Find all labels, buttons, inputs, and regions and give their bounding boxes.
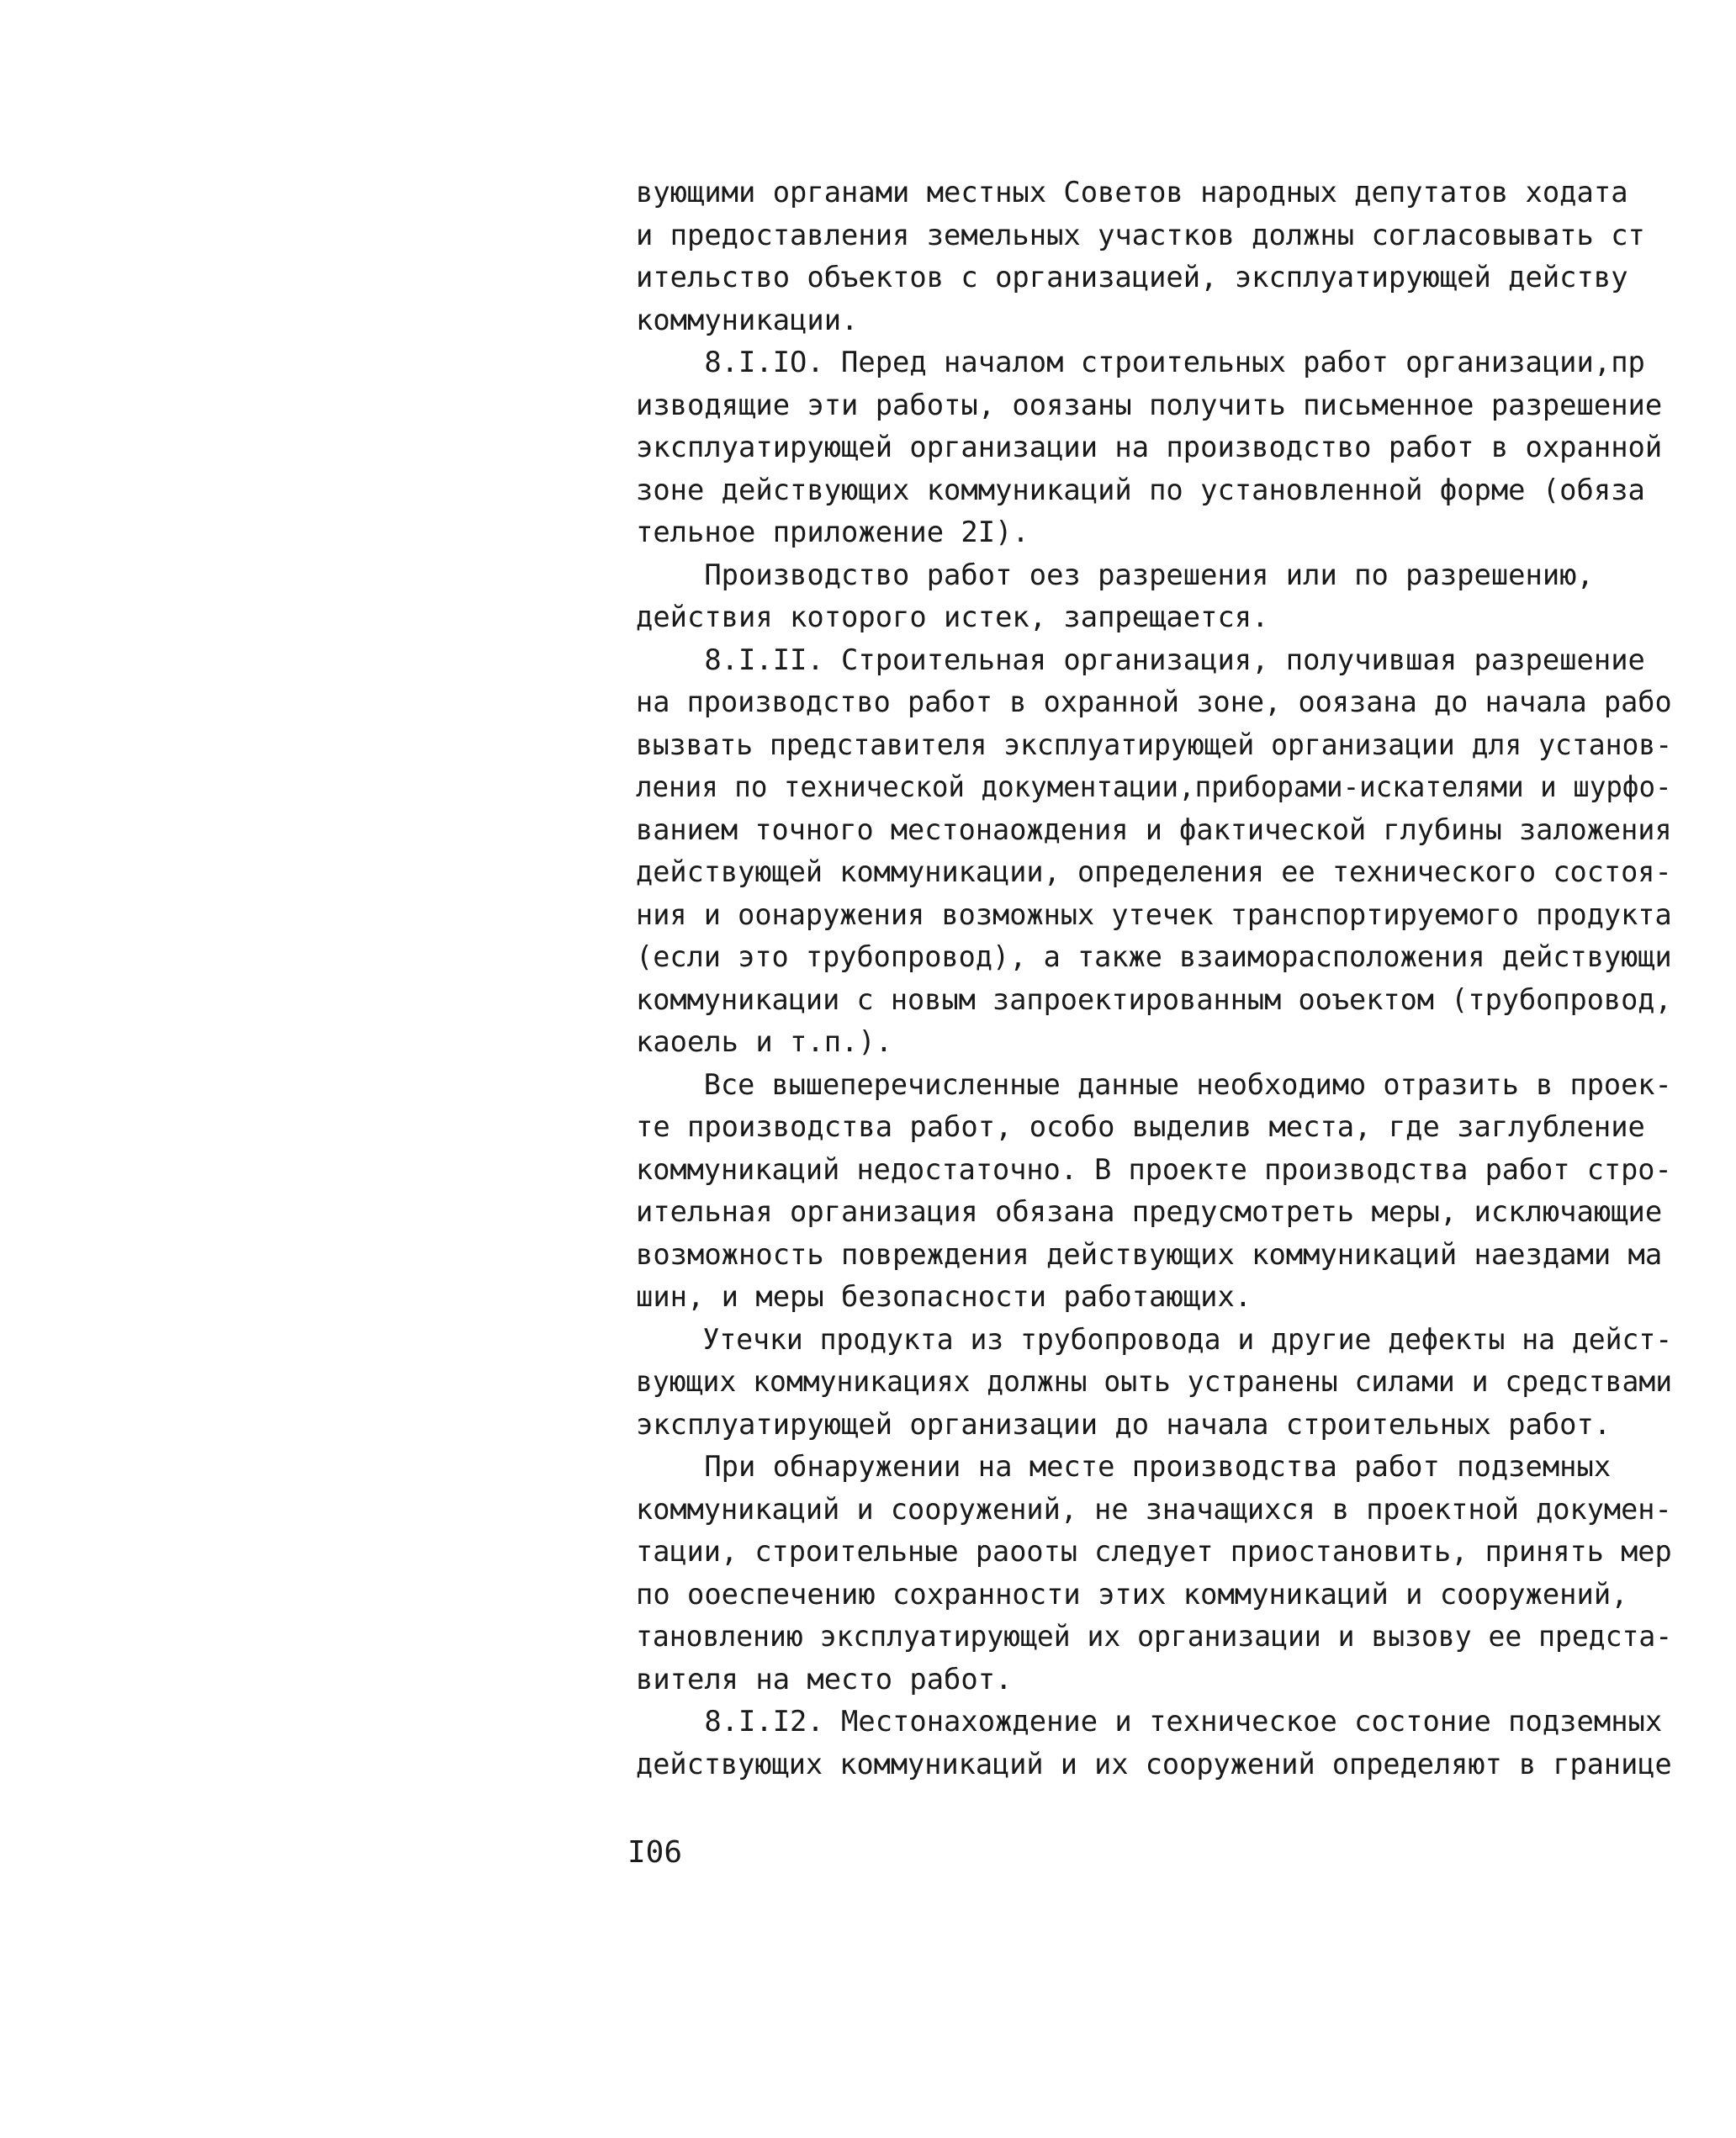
text-line: эксплуатирующей организации на производство работ в охранной [636,431,1663,464]
text-line: коммуникаций недостаточно. В проекте производства работ стро- [636,1152,1672,1187]
text-line: тановлению эксплуатирующей их организации и вызову ее предста- [636,1620,1673,1654]
text-line: тельное приложение 2I). [636,516,1029,549]
text-line: каоель и т.п.). [636,1025,893,1059]
text-line: действующих коммуникаций и их сооружений определяют в границе [636,1747,1672,1781]
text-line: ительство объектов с организацией, эксплуатирующей действу [636,261,1628,294]
text-line: коммуникаций и сооружений, не значащихся в проектной докумен- [636,1492,1672,1527]
text-line: эксплуатирующей организации до начала строительных работ. [636,1407,1612,1442]
text-line: Производство работ оез разрешения или по разрешению, [636,558,1594,592]
text-line: 8.I.I2. Местонахождение и техническое состоние подземных [636,1705,1663,1738]
text-line: ния и оонаружения возможных утечек транспортируемого продукта [636,897,1672,932]
text-line: те производства работ, особо выделив места, где заглубление [636,1110,1645,1144]
text-line: и предоставления земельных участков должны согласовывать ст [636,218,1645,252]
text-line: ления по технической документации,приборами-искателями и шурфо- [636,770,1672,804]
text-line: вызвать представителя эксплуатирующей организации для установ- [636,728,1673,762]
text-line: тации, строительные раооты следует приостановить, принять мер [636,1535,1672,1569]
text-line: вующими органами местных Советов народных депутатов ходата [636,176,1628,209]
text-line: При обнаружении на месте производства работ подземных [636,1450,1612,1484]
text-line: вителя на место работ. [636,1662,1013,1696]
page-number: I06 [627,1835,683,1870]
text-line: ительная организация обязана предусмотреть меры, исключающие [636,1195,1663,1229]
text-line: коммуникации с новым запроектированным ооъектом (трубопровод, [636,982,1672,1017]
text-line: зоне действующих коммуникаций по установленной форме (обяза [636,473,1645,507]
text-line: на производство работ в охранной зоне, ооязана до начала рабо [636,685,1672,719]
text-line: ванием точного местонаождения и фактической глубины заложения [636,812,1672,847]
text-line: вующих коммуникациях должны оыть устранены силами и средствами [636,1365,1673,1399]
text-line: Утечки продукта из трубопровода и другие дефекты на дейст- [636,1322,1673,1357]
body-text [636,172,1679,1786]
text-line: по ооеспечению сохранности этих коммуникаций и сооружений, [636,1577,1628,1611]
text-line: возможность повреждения действующих коммуникаций наездами ма [636,1237,1663,1272]
text-line: (если это трубопровод), а также взаиморасположения действующи [636,940,1672,974]
text-line: действия которого истек, запрещается. [636,601,1269,634]
text-line: Все вышеперечисленные данные необходимо отразить в проек- [636,1067,1672,1102]
text-line: шин, и меры безопасности работающих. [636,1280,1252,1314]
text-line: действующей коммуникации, определения ее технического состоя- [636,855,1672,889]
text-line: 8.I.II. Строительная организация, получившая разрешение [636,643,1645,677]
text-line: коммуникации. [636,303,859,337]
text-line: 8.I.IO. Перед началом строительных работ организации,пр [636,346,1645,379]
text-line: изводящие эти работы, ооязаны получить письменное разрешение [636,388,1663,422]
